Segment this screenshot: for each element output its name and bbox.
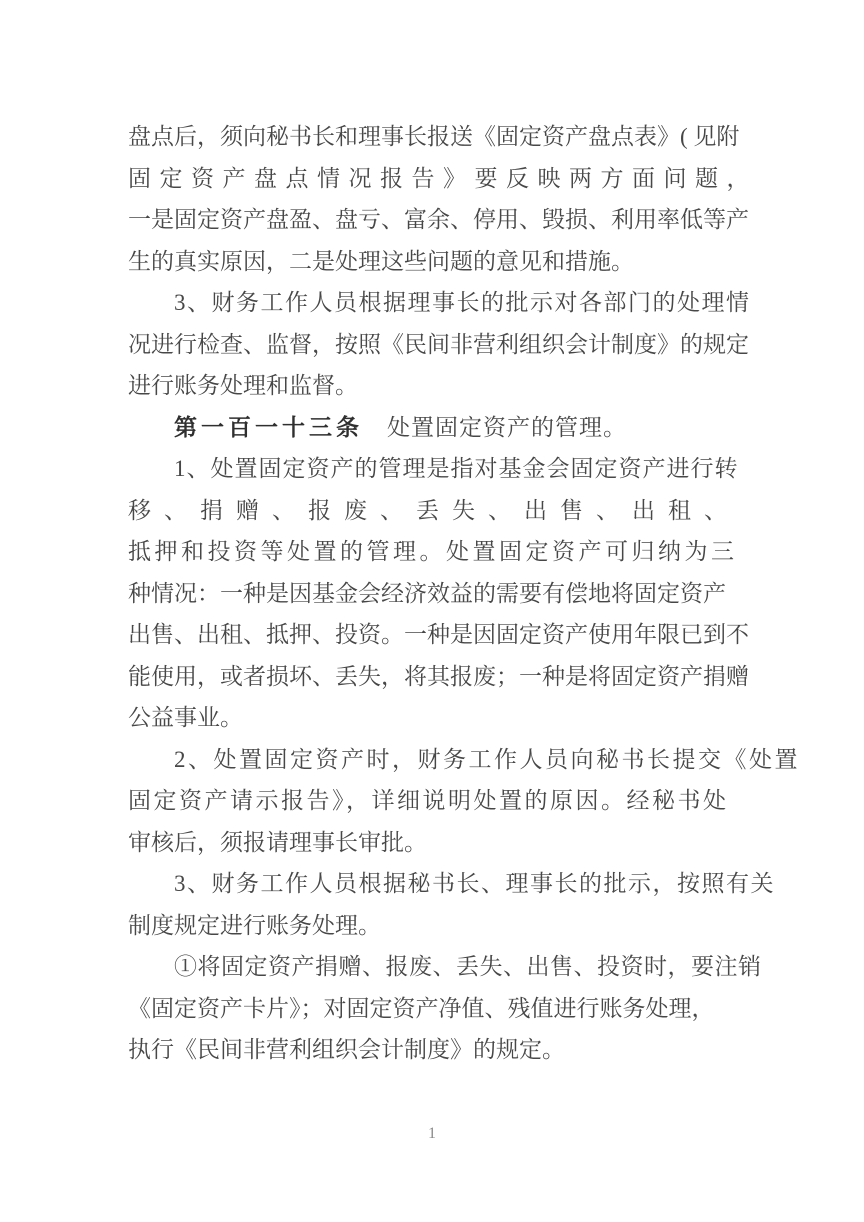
- text-line: [128, 739, 800, 781]
- text-line: [128, 905, 748, 947]
- text-line: [128, 116, 748, 158]
- line-text: ①将固定资产捐赠、报废、丢失、出售、投资时，要注销: [174, 954, 762, 979]
- text-line: [128, 1029, 748, 1071]
- article-number: 第一百一十三条: [174, 414, 363, 440]
- line-text: 移、捐赠、报废、丢失、出售、出租、: [128, 497, 740, 523]
- text-line: [128, 863, 775, 905]
- text-line: [128, 199, 748, 241]
- text-line: [128, 656, 748, 698]
- line-text: 公益事业。: [128, 705, 243, 730]
- text-line: [128, 614, 748, 656]
- line-text: 进行账务处理和监督。: [128, 373, 358, 398]
- text-line: [128, 946, 762, 988]
- document-body: [128, 116, 800, 1071]
- line-text: 审核后，须报请理事长审批。: [128, 829, 427, 855]
- text-line: [128, 448, 748, 490]
- line-text: 执行《民间非营利组织会计制度》的规定。: [128, 1037, 565, 1062]
- line-text: 1、处置固定资产的管理是指对基金会固定资产进行转: [174, 456, 739, 481]
- line-text: 3、财务工作人员根据秘书长、理事长的批示，按照有关: [174, 871, 775, 896]
- text-line: [128, 241, 748, 283]
- text-line: [128, 531, 748, 573]
- line-text: 固定资产请示报告》，详细说明处置的原因。经秘书处: [128, 788, 729, 813]
- text-line: [128, 573, 748, 615]
- line-text: 2、处置固定资产时，财务工作人员向秘书长提交《处置: [174, 746, 800, 772]
- page-number: 1: [428, 1125, 436, 1142]
- line-text: 制度规定进行账务处理。: [128, 912, 381, 938]
- line-text: 抵押和投资等处置的管理。处置固定资产可归纳为三: [128, 539, 738, 564]
- text-line: [128, 822, 748, 864]
- line-text: 能使用，或者损坏、丢失，将其报废；一种是将固定资产捐赠: [128, 663, 749, 689]
- article-title: 处置固定资产的管理。: [387, 414, 627, 440]
- text-line: [128, 324, 748, 366]
- text-line: [128, 490, 748, 532]
- line-text: 固定资产盘点情况报告》要反映两方面问题，: [128, 165, 758, 191]
- line-text: 种情况：一种是因基金会经济效益的需要有偿地将固定资产: [128, 580, 726, 606]
- text-line: [128, 365, 748, 407]
- line-text: 况进行检查、监督，按照《民间非营利组织会计制度》的规定: [128, 331, 749, 357]
- line-text: 《固定资产卡片》；对固定资产净值、残值进行账务处理，: [128, 995, 715, 1021]
- line-text: 3、财务工作人员根据理事长的批示对各部门的处理情: [174, 290, 751, 315]
- text-line: [128, 780, 748, 822]
- text-line: [128, 158, 758, 200]
- text-line: [128, 988, 748, 1030]
- line-text: 生的真实原因，二是处理这些问题的意见和措施。: [128, 248, 634, 274]
- line-text: 出售、出租、抵押、投资。一种是因固定资产使用年限已到不: [128, 622, 749, 647]
- text-line: [128, 697, 748, 739]
- line-text: 一是固定资产盘盈、盘亏、富余、停用、毁损、利用率低等产: [128, 207, 749, 232]
- line-text: 盘点后，须向秘书长和理事长报送《固定资产盘点表》( 见附: [128, 124, 740, 149]
- article-heading-line: [128, 407, 748, 449]
- text-line: [128, 282, 751, 324]
